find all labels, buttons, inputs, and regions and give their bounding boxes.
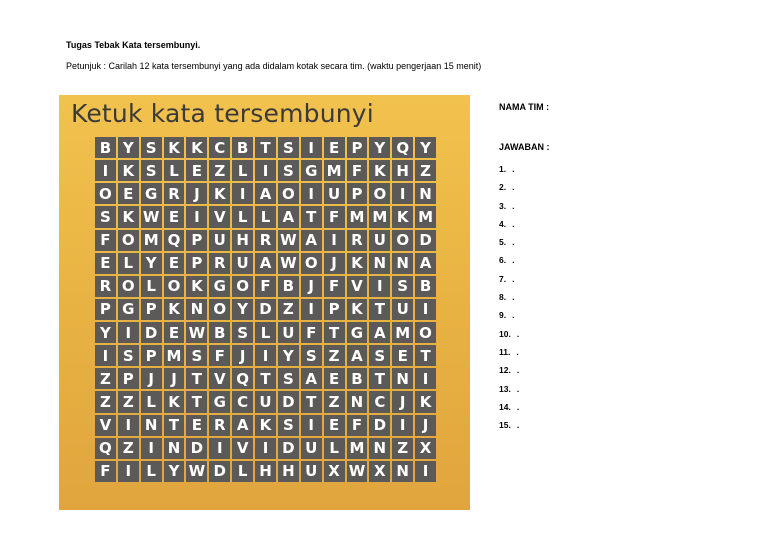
letter-cell[interactable]: I: [415, 368, 436, 389]
letter-cell[interactable]: P: [347, 137, 368, 158]
letter-cell[interactable]: T: [369, 368, 390, 389]
letter-cell[interactable]: S: [392, 276, 413, 297]
word-search-puzzle: [59, 95, 470, 510]
letter-cell[interactable]: F: [347, 415, 368, 436]
letter-cell[interactable]: P: [141, 345, 162, 366]
letter-cell[interactable]: K: [347, 253, 368, 274]
letter-cell[interactable]: L: [255, 206, 276, 227]
letter-cell[interactable]: A: [415, 253, 436, 274]
letter-cell[interactable]: T: [255, 137, 276, 158]
answer-item[interactable]: [499, 164, 519, 182]
letter-cell[interactable]: K: [415, 391, 436, 412]
letter-cell[interactable]: U: [301, 461, 322, 482]
letter-cell[interactable]: I: [415, 299, 436, 320]
letter-cell[interactable]: D: [278, 391, 299, 412]
letter-cell[interactable]: S: [95, 206, 116, 227]
letter-cell[interactable]: E: [324, 137, 345, 158]
letter-cell[interactable]: I: [141, 438, 162, 459]
letter-cell[interactable]: I: [301, 183, 322, 204]
letter-cell[interactable]: I: [95, 345, 116, 366]
letter-cell[interactable]: E: [186, 160, 207, 181]
letter-cell[interactable]: S: [278, 415, 299, 436]
letter-cell[interactable]: N: [141, 415, 162, 436]
letter-cell[interactable]: I: [118, 415, 139, 436]
letter-cell[interactable]: P: [324, 299, 345, 320]
answer-item[interactable]: [499, 219, 519, 237]
letter-cell[interactable]: V: [209, 206, 230, 227]
letter-cell[interactable]: O: [209, 299, 230, 320]
letter-cell[interactable]: T: [255, 368, 276, 389]
letter-cell[interactable]: F: [347, 160, 368, 181]
letter-cell[interactable]: K: [209, 183, 230, 204]
letter-cell[interactable]: Z: [118, 438, 139, 459]
letter-cell[interactable]: G: [347, 322, 368, 343]
letter-cell[interactable]: M: [347, 206, 368, 227]
letter-cell[interactable]: N: [392, 461, 413, 482]
answer-item[interactable]: [499, 384, 519, 402]
letter-cell[interactable]: T: [164, 415, 185, 436]
letter-cell[interactable]: R: [209, 253, 230, 274]
answer-item[interactable]: [499, 347, 519, 365]
letter-cell[interactable]: X: [415, 438, 436, 459]
answer-blank: .: [512, 237, 515, 248]
letter-cell[interactable]: E: [164, 206, 185, 227]
letter-cell[interactable]: D: [415, 230, 436, 251]
letter-cell[interactable]: D: [369, 415, 390, 436]
letter-cell[interactable]: I: [232, 183, 253, 204]
answer-item[interactable]: [499, 182, 519, 200]
letter-cell[interactable]: Z: [95, 391, 116, 412]
letter-cell[interactable]: K: [347, 299, 368, 320]
letter-cell[interactable]: E: [118, 183, 139, 204]
answer-number: 15.: [499, 420, 511, 431]
letter-cell[interactable]: Z: [324, 345, 345, 366]
letter-cell[interactable]: F: [209, 345, 230, 366]
letter-cell[interactable]: P: [141, 299, 162, 320]
letter-cell[interactable]: K: [118, 160, 139, 181]
letter-cell[interactable]: J: [141, 368, 162, 389]
letter-cell[interactable]: Y: [232, 299, 253, 320]
letter-cell[interactable]: Q: [232, 368, 253, 389]
letter-cell[interactable]: O: [164, 276, 185, 297]
answer-item[interactable]: [499, 255, 519, 273]
letter-cell[interactable]: I: [324, 230, 345, 251]
letter-cell[interactable]: O: [232, 276, 253, 297]
letter-cell[interactable]: E: [324, 415, 345, 436]
letter-cell[interactable]: K: [164, 391, 185, 412]
letter-cell[interactable]: J: [164, 368, 185, 389]
letter-cell[interactable]: S: [141, 137, 162, 158]
letter-cell[interactable]: N: [415, 183, 436, 204]
letter-cell[interactable]: Z: [118, 391, 139, 412]
letter-cell[interactable]: L: [141, 461, 162, 482]
letter-cell[interactable]: G: [141, 183, 162, 204]
answer-number: 4.: [499, 218, 507, 229]
letter-cell[interactable]: I: [415, 461, 436, 482]
letter-cell[interactable]: J: [324, 253, 345, 274]
letter-cell[interactable]: X: [369, 461, 390, 482]
letter-cell[interactable]: F: [95, 230, 116, 251]
answer-blank: .: [512, 292, 515, 303]
letter-cell[interactable]: U: [278, 322, 299, 343]
letter-cell[interactable]: U: [392, 299, 413, 320]
letter-cell[interactable]: A: [278, 206, 299, 227]
letter-cell[interactable]: K: [186, 276, 207, 297]
letter-cell[interactable]: S: [278, 368, 299, 389]
letter-cell[interactable]: G: [118, 299, 139, 320]
letter-cell[interactable]: M: [369, 206, 390, 227]
letter-cell[interactable]: I: [255, 160, 276, 181]
answer-blank: .: [512, 200, 515, 211]
letter-cell[interactable]: P: [347, 183, 368, 204]
letter-cell[interactable]: L: [232, 160, 253, 181]
answer-number: 12.: [499, 365, 511, 376]
answer-number: 7.: [499, 273, 507, 284]
letter-cell[interactable]: I: [255, 438, 276, 459]
letter-cell[interactable]: I: [392, 183, 413, 204]
letter-cell[interactable]: W: [278, 253, 299, 274]
answer-number: 9.: [499, 310, 507, 321]
letter-cell[interactable]: N: [369, 438, 390, 459]
letter-cell[interactable]: F: [324, 276, 345, 297]
letter-cell[interactable]: M: [164, 345, 185, 366]
letter-cell[interactable]: A: [369, 322, 390, 343]
letter-cell[interactable]: K: [186, 137, 207, 158]
letter-cell[interactable]: D: [186, 438, 207, 459]
letter-cell[interactable]: F: [255, 276, 276, 297]
letter-cell[interactable]: B: [232, 137, 253, 158]
letter-cell[interactable]: O: [392, 230, 413, 251]
letter-cell[interactable]: L: [232, 206, 253, 227]
letter-cell[interactable]: Y: [118, 137, 139, 158]
answer-number: 11.: [499, 346, 511, 357]
letter-cell[interactable]: L: [118, 253, 139, 274]
letter-cell[interactable]: Y: [369, 137, 390, 158]
letter-cell[interactable]: H: [255, 461, 276, 482]
letter-cell[interactable]: W: [141, 206, 162, 227]
letter-cell[interactable]: I: [369, 276, 390, 297]
letter-cell[interactable]: G: [209, 391, 230, 412]
letter-cell[interactable]: S: [301, 345, 322, 366]
answer-blank: .: [512, 310, 515, 321]
letter-cell[interactable]: F: [324, 206, 345, 227]
letter-cell[interactable]: A: [255, 183, 276, 204]
letter-cell[interactable]: R: [95, 276, 116, 297]
letter-cell[interactable]: B: [278, 276, 299, 297]
answer-blank: .: [512, 273, 515, 284]
letter-cell[interactable]: K: [164, 137, 185, 158]
letter-cell[interactable]: E: [186, 415, 207, 436]
letter-cell[interactable]: Y: [164, 461, 185, 482]
letter-cell[interactable]: T: [301, 391, 322, 412]
letter-cell[interactable]: G: [301, 160, 322, 181]
letter-cell[interactable]: M: [392, 322, 413, 343]
answer-blank: .: [516, 420, 520, 431]
letter-cell[interactable]: N: [392, 368, 413, 389]
letter-cell[interactable]: M: [324, 160, 345, 181]
letter-cell[interactable]: B: [347, 368, 368, 389]
letter-cell[interactable]: K: [118, 206, 139, 227]
letter-cell[interactable]: M: [141, 230, 162, 251]
answer-list: [499, 164, 519, 438]
letter-cell[interactable]: E: [95, 253, 116, 274]
letter-cell[interactable]: K: [392, 206, 413, 227]
letter-cell[interactable]: O: [118, 230, 139, 251]
answers-label: JAWABAN :: [499, 142, 550, 152]
letter-cell[interactable]: L: [141, 391, 162, 412]
letter-cell[interactable]: S: [186, 345, 207, 366]
letter-cell[interactable]: J: [232, 345, 253, 366]
letter-cell[interactable]: D: [209, 461, 230, 482]
letter-cell[interactable]: O: [301, 253, 322, 274]
letter-cell[interactable]: D: [255, 299, 276, 320]
answer-number: 1.: [499, 164, 507, 174]
letter-cell[interactable]: J: [415, 415, 436, 436]
letter-cell[interactable]: I: [392, 415, 413, 436]
letter-cell[interactable]: I: [301, 137, 322, 158]
answer-item[interactable]: [499, 201, 519, 219]
answer-blank: .: [512, 164, 515, 174]
letter-cell[interactable]: O: [369, 183, 390, 204]
letter-cell[interactable]: L: [232, 461, 253, 482]
letter-cell[interactable]: N: [369, 253, 390, 274]
answer-number: 2.: [499, 182, 507, 193]
answer-number: 8.: [499, 292, 507, 303]
letter-cell[interactable]: S: [232, 322, 253, 343]
letter-cell[interactable]: I: [255, 345, 276, 366]
answer-blank: .: [516, 346, 519, 357]
answer-blank: .: [516, 328, 520, 339]
letter-cell[interactable]: M: [415, 206, 436, 227]
letter-cell[interactable]: N: [164, 438, 185, 459]
letter-cell[interactable]: L: [324, 438, 345, 459]
answer-item[interactable]: [499, 237, 519, 255]
letter-cell[interactable]: T: [186, 391, 207, 412]
letter-cell[interactable]: B: [95, 137, 116, 158]
answer-number: 10.: [499, 328, 511, 339]
letter-cell[interactable]: N: [347, 391, 368, 412]
letter-cell[interactable]: P: [118, 368, 139, 389]
letter-cell[interactable]: Y: [141, 253, 162, 274]
letter-cell[interactable]: Y: [95, 322, 116, 343]
letter-cell[interactable]: W: [347, 461, 368, 482]
letter-cell[interactable]: U: [232, 253, 253, 274]
answer-item[interactable]: [499, 292, 519, 310]
letter-cell[interactable]: Z: [392, 438, 413, 459]
letter-grid: [95, 137, 436, 482]
letter-cell[interactable]: G: [209, 276, 230, 297]
letter-cell[interactable]: C: [369, 391, 390, 412]
letter-cell[interactable]: V: [347, 276, 368, 297]
letter-cell[interactable]: R: [209, 415, 230, 436]
letter-cell[interactable]: Q: [392, 137, 413, 158]
letter-cell[interactable]: P: [186, 253, 207, 274]
letter-cell[interactable]: S: [278, 137, 299, 158]
answer-item[interactable]: [499, 329, 519, 347]
letter-cell[interactable]: X: [324, 461, 345, 482]
letter-cell[interactable]: T: [301, 206, 322, 227]
letter-cell[interactable]: V: [232, 438, 253, 459]
letter-cell[interactable]: U: [255, 391, 276, 412]
letter-cell[interactable]: A: [347, 345, 368, 366]
letter-cell[interactable]: H: [232, 230, 253, 251]
letter-cell[interactable]: P: [95, 299, 116, 320]
letter-cell[interactable]: O: [118, 276, 139, 297]
answer-item[interactable]: [499, 365, 519, 383]
letter-cell[interactable]: S: [369, 345, 390, 366]
letter-cell[interactable]: A: [301, 230, 322, 251]
letter-cell[interactable]: O: [415, 322, 436, 343]
letter-cell[interactable]: D: [278, 438, 299, 459]
letter-cell[interactable]: Q: [95, 438, 116, 459]
answer-item[interactable]: [499, 420, 519, 438]
letter-cell[interactable]: T: [186, 368, 207, 389]
letter-cell[interactable]: C: [209, 137, 230, 158]
answer-item[interactable]: [499, 274, 519, 292]
instructions-text: Petunjuk : Carilah 12 kata tersembunyi yang ada didalam kotak secara tim. (waktu pengerjaan 15 menit): [66, 61, 482, 71]
answer-item[interactable]: [499, 402, 519, 420]
letter-cell[interactable]: U: [324, 183, 345, 204]
letter-cell[interactable]: Q: [164, 230, 185, 251]
letter-cell[interactable]: J: [186, 183, 207, 204]
letter-cell[interactable]: D: [141, 322, 162, 343]
letter-cell[interactable]: V: [209, 368, 230, 389]
answer-number: 6.: [499, 255, 507, 266]
letter-cell[interactable]: V: [95, 415, 116, 436]
answer-blank: .: [516, 365, 520, 376]
letter-cell[interactable]: U: [369, 230, 390, 251]
answer-blank: .: [516, 383, 520, 394]
answer-number: 5.: [499, 237, 507, 248]
answer-number: 3.: [499, 200, 507, 211]
letter-cell[interactable]: N: [186, 299, 207, 320]
letter-cell[interactable]: S: [141, 160, 162, 181]
letter-cell[interactable]: A: [232, 415, 253, 436]
letter-cell[interactable]: E: [164, 253, 185, 274]
letter-cell[interactable]: F: [301, 322, 322, 343]
letter-cell[interactable]: C: [232, 391, 253, 412]
letter-cell[interactable]: L: [141, 276, 162, 297]
letter-cell[interactable]: H: [392, 160, 413, 181]
letter-cell[interactable]: T: [415, 345, 436, 366]
letter-cell[interactable]: I: [301, 299, 322, 320]
letter-cell[interactable]: W: [186, 461, 207, 482]
letter-cell[interactable]: P: [186, 230, 207, 251]
letter-cell[interactable]: B: [209, 322, 230, 343]
letter-cell[interactable]: L: [164, 160, 185, 181]
letter-cell[interactable]: U: [301, 438, 322, 459]
letter-cell[interactable]: A: [301, 368, 322, 389]
letter-cell[interactable]: K: [369, 160, 390, 181]
letter-cell[interactable]: Z: [95, 368, 116, 389]
letter-cell[interactable]: S: [278, 160, 299, 181]
letter-cell[interactable]: I: [95, 160, 116, 181]
letter-cell[interactable]: Z: [324, 391, 345, 412]
letter-cell[interactable]: E: [324, 368, 345, 389]
letter-cell[interactable]: F: [95, 461, 116, 482]
answer-item[interactable]: [499, 310, 519, 328]
letter-cell[interactable]: R: [255, 230, 276, 251]
letter-cell[interactable]: W: [278, 230, 299, 251]
letter-cell[interactable]: E: [392, 345, 413, 366]
letter-cell[interactable]: K: [255, 415, 276, 436]
letter-cell[interactable]: Y: [278, 345, 299, 366]
letter-cell[interactable]: O: [95, 183, 116, 204]
letter-cell[interactable]: R: [164, 183, 185, 204]
letter-cell[interactable]: J: [392, 391, 413, 412]
letter-cell[interactable]: H: [278, 461, 299, 482]
letter-cell[interactable]: O: [278, 183, 299, 204]
letter-cell[interactable]: L: [255, 322, 276, 343]
letter-cell[interactable]: M: [347, 438, 368, 459]
letter-cell[interactable]: I: [209, 438, 230, 459]
letter-cell[interactable]: N: [392, 253, 413, 274]
answer-blank: .: [512, 255, 515, 266]
letter-cell[interactable]: U: [209, 230, 230, 251]
letter-cell[interactable]: T: [324, 322, 345, 343]
letter-cell[interactable]: Z: [209, 160, 230, 181]
letter-cell[interactable]: Z: [415, 160, 436, 181]
puzzle-heading: Ketuk kata tersembunyi: [71, 99, 374, 128]
letter-cell[interactable]: K: [164, 299, 185, 320]
letter-cell[interactable]: A: [255, 253, 276, 274]
document-title: Tugas Tebak Kata tersembunyi.: [66, 40, 201, 50]
letter-cell[interactable]: W: [186, 322, 207, 343]
answer-blank: .: [512, 218, 515, 229]
letter-cell[interactable]: E: [164, 322, 185, 343]
letter-cell[interactable]: B: [415, 276, 436, 297]
letter-cell[interactable]: I: [186, 206, 207, 227]
letter-cell[interactable]: I: [301, 415, 322, 436]
answer-blank: .: [512, 182, 515, 193]
letter-cell[interactable]: Z: [278, 299, 299, 320]
team-name-label: NAMA TIM :: [499, 102, 550, 112]
letter-cell[interactable]: R: [347, 230, 368, 251]
letter-cell[interactable]: Y: [415, 137, 436, 158]
answer-number: 13.: [499, 383, 511, 394]
letter-cell[interactable]: J: [301, 276, 322, 297]
letter-cell[interactable]: T: [369, 299, 390, 320]
letter-cell[interactable]: I: [118, 322, 139, 343]
letter-cell[interactable]: S: [118, 345, 139, 366]
letter-cell[interactable]: I: [118, 461, 139, 482]
answer-blank: .: [516, 401, 520, 412]
answer-number: 14.: [499, 401, 511, 412]
